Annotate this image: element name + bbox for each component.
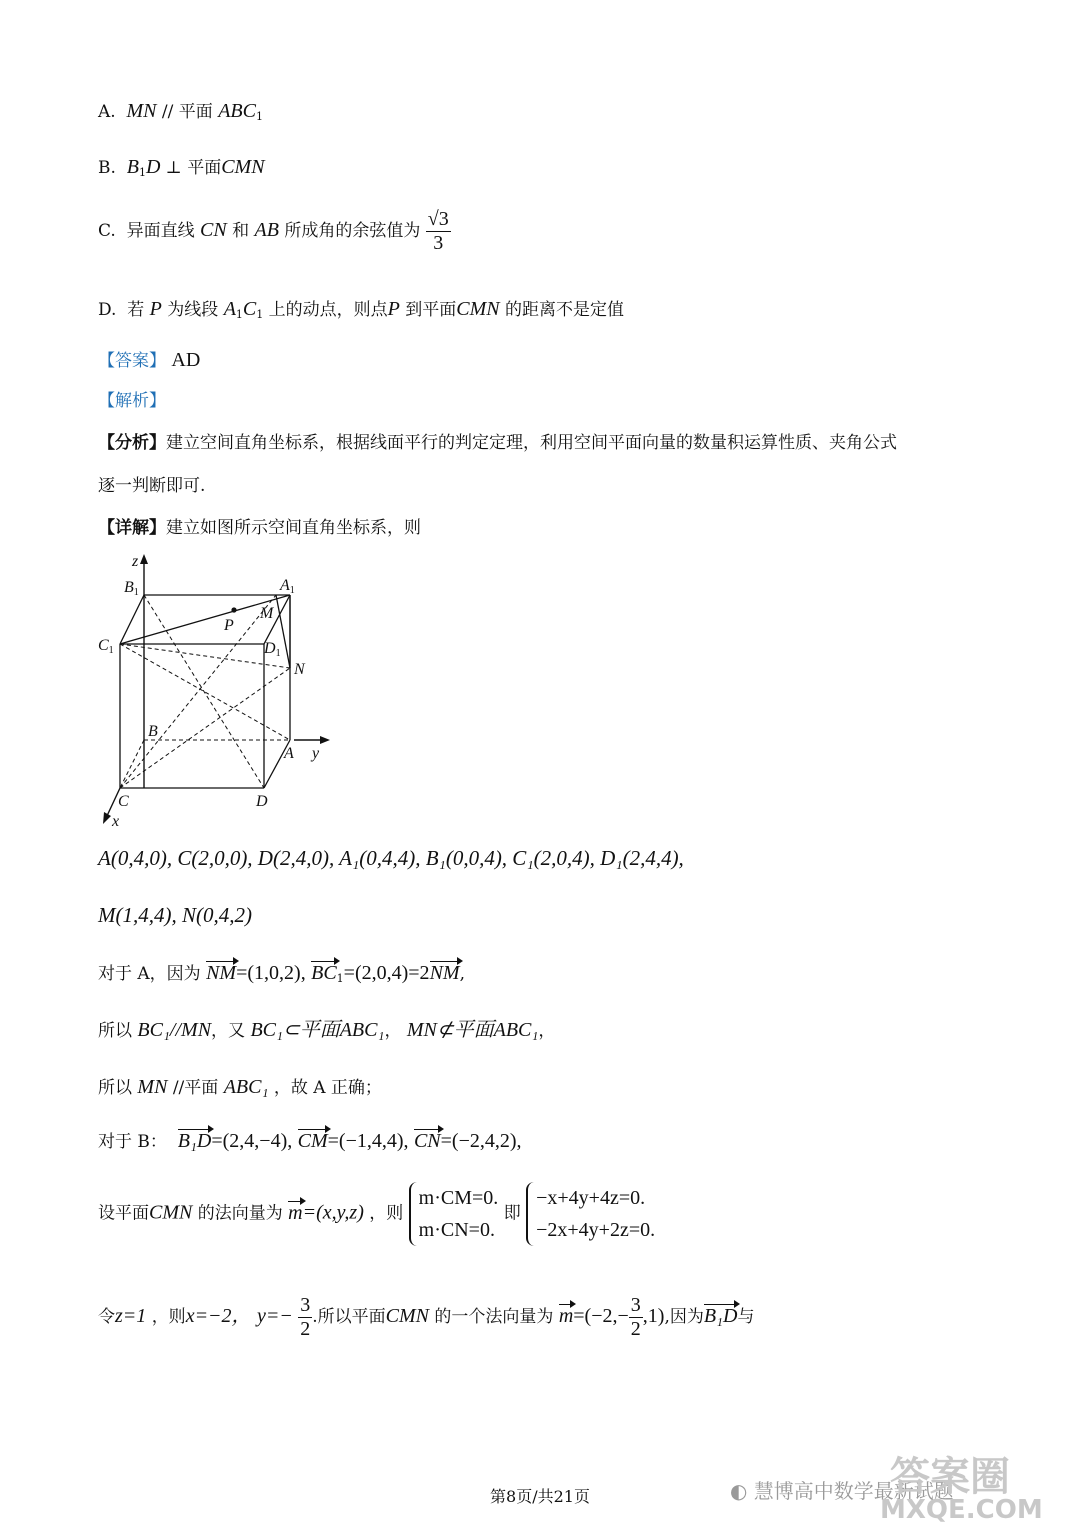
partA-line2: 所以 BC₁//MN，又 BC₁⊂平面ABC₁， MN⊄平面ABC₁， [98,1019,556,1041]
label-d1: D1 [264,640,281,659]
partA-line1: 对于 A，因为 NM=(1,0,2), $BC_1=(2,0,4)=2NM$, [98,962,465,985]
partB-line1: 对于 B： B₁D=(2,4,−4), CM=(−1,4,4), CN=(−2,4,2), [98,1130,522,1152]
option-c: C. 异面直线 CN 和 AB 所成角的余弦值为 $\frac{√3}{3}$ [98,208,449,254]
option-a: A. MN // 平面 $ABC_1$ [98,100,263,123]
xiangjie-line: 【详解】建立如图所示空间直角坐标系，则 [98,518,421,538]
wechat-icon: ◐ [730,1479,748,1503]
partB-line2: 设平面CMN 的法向量为 m=(x,y,z) ，则 m·CM=0. m·CN=0. 即 −x+4y+4z=0. −2x+4y+2z=0. [98,1182,655,1246]
analysis-heading: 【解析】 [98,391,166,411]
frac-3-2: $\frac{3}{2}$ [300,1294,311,1340]
watermark [730,1454,1043,1525]
label-a: A [284,745,294,762]
option-b: B. $B_1D$ ⊥ 平面CMN [98,156,265,179]
y-axis-arrow [320,736,330,744]
label-z: z [132,553,139,570]
z-axis-arrow [140,554,148,564]
fenxi-line2: 逐一判断即可. [98,476,206,496]
watermark-logo: 答案圈 [890,1454,1010,1500]
label-c1: C1 [98,637,114,656]
cube-figure [96,550,336,830]
label-m: M [260,605,274,622]
label-a1: A1 [280,577,295,596]
cube-solid-edges [120,595,290,788]
option-d: D. 若 P 为线段 $A_1C_1$ 上的动点，则点P 到平面CMN 的距离不是定值 [98,298,625,321]
x-axis-arrow [103,812,111,824]
label-b1: B1 [124,579,139,598]
system-1: m·CM=0. m·CN=0. [409,1182,499,1246]
answer-line [98,347,200,373]
point-p [231,607,236,612]
label-b: B [148,723,158,740]
partB-line3: 令z=1 ，则x=−2， y=− $\frac{3}{2}$ .所以平面CMN 的一个法向量为 m=(−2,− $\frac{3}{2}$ ,1),因为B₁D与 [98,1294,755,1340]
label-n: N [294,661,305,678]
system-2: −x+4y+4z=0. −2x+4y+2z=0. [526,1182,655,1246]
page-number: 第8页/共21页 [490,1487,590,1506]
watermark-account: 慧博高中数学最新试题 [753,1479,954,1503]
watermark-url: MXQE.COM [880,1495,1043,1525]
answer-label: 【答案】 [98,351,166,371]
answer-value: AD [171,349,201,371]
label-d: D [256,793,268,810]
coords-line2: M(1,4,4), N(0,4,2) [98,903,252,927]
label-x: x [112,813,120,830]
label-p: P [224,617,234,634]
coords-line1: A(0,4,0), C(2,0,0), D(2,4,0), A₁(0,4,4), B₁(0,0,4), C₁(2,0,4), D₁(2,4,4), [98,846,684,870]
label-c: C [118,793,129,810]
partA-line3: 所以 MN //平面 ABC₁ ，故 A 正确； [98,1076,382,1098]
label-y: y [312,745,320,762]
fenxi-line1: 【分析】建立空间直角坐标系，根据线面平行的判定定理，利用空间平面向量的数量积运算性质、夹角公式 [98,433,897,453]
frac-3-2b: $\frac{3}{2}$ [630,1294,641,1340]
cos-fraction: $\frac{√3}{3}$ [427,208,449,254]
